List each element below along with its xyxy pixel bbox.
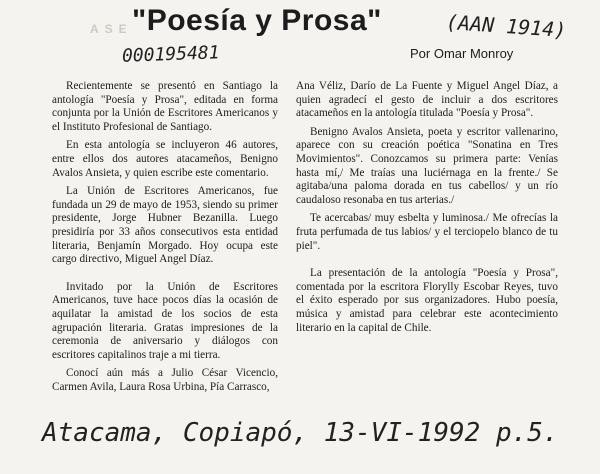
article-title: "Poesía y Prosa" [132,4,382,37]
paragraph: Recientemente se presentó en Santiago la antología "Poesía y Prosa", editada en forma conjunta por la Unión de Escritores Americanos y el Instituto Profesional de Santiago. [52,80,278,133]
handwritten-record-number: 000195481 [121,42,220,67]
paragraph: Conocí aún más a Julio César Vicencio, Carmen Avila, Laura Rosa Urbina, Pía Carrasco, [52,367,278,393]
right-column [296,80,558,340]
paragraph: La presentación de la antología "Poesía y Prosa", comentada por la escritora Florylly Escobar Reyes, tuvo el éxito esperado por sus organizadores. Hubo poesía, música y amistad para celebrar este acontecimiento literario en la capital de Chile. [296,267,558,334]
bleed-through-text: ASE [90,22,133,36]
article-byline: Por Omar Monroy [410,46,514,61]
paragraph: La Unión de Escritores Americanos, fue fundada un 29 de mayo de 1953, siendo su primer presidente, Jorge Hubner Bezanilla. Luego presidiría por 33 años consecutivos esta entidad literaria, Benjamín Morgado. Hoy ocupa este cargo directivo, Miguel Angel Díaz. [52,185,278,266]
paragraph: Ana Véliz, Darío de La Fuente y Miguel Angel Díaz, a quien agradecí el gesto de incluir a dos escritores atacameños en la antología titulada "Poesía y Prosa". [296,80,558,120]
paragraph: En esta antología se incluyeron 46 autores, entre ellos dos autores atacameños, Benigno Avalos Ansieta, y quien escribe este comentario. [52,139,278,179]
paragraph: Invitado por la Unión de Escritores Americanos, tuve hace pocos días la ocasión de aquilatar la amistad de los socios de esta agrupación literaria. Gratas impresiones de la ceremonia de aniversario y diálogos con escritores capitalinos traje a mi tierra. [52,280,278,361]
handwritten-source-note: Atacama, Copiapó, 13-VI-1992 p.5. [42,418,559,448]
paragraph: Benigno Avalos Ansieta, poeta y escritor vallenarino, aparece con su creación poética "Sonatina en Tres Movimientos". Conozcamos su primera parte: Venías hasta mí,/ Me traías una luciérnaga en la frente./ Se agitaba/una paloma dorada en tus cabellos/ y un río caudaloso resonaba en tus arterias./ [296,125,558,206]
paragraph: Te acercabas/ muy esbelta y luminosa./ Me ofrecías la fruta perfumada de tus labios/ y el terciopelo blanco de tu piel". [296,212,558,252]
handwritten-archive-code: (AAN 1914) [445,9,568,43]
left-column [52,80,278,399]
